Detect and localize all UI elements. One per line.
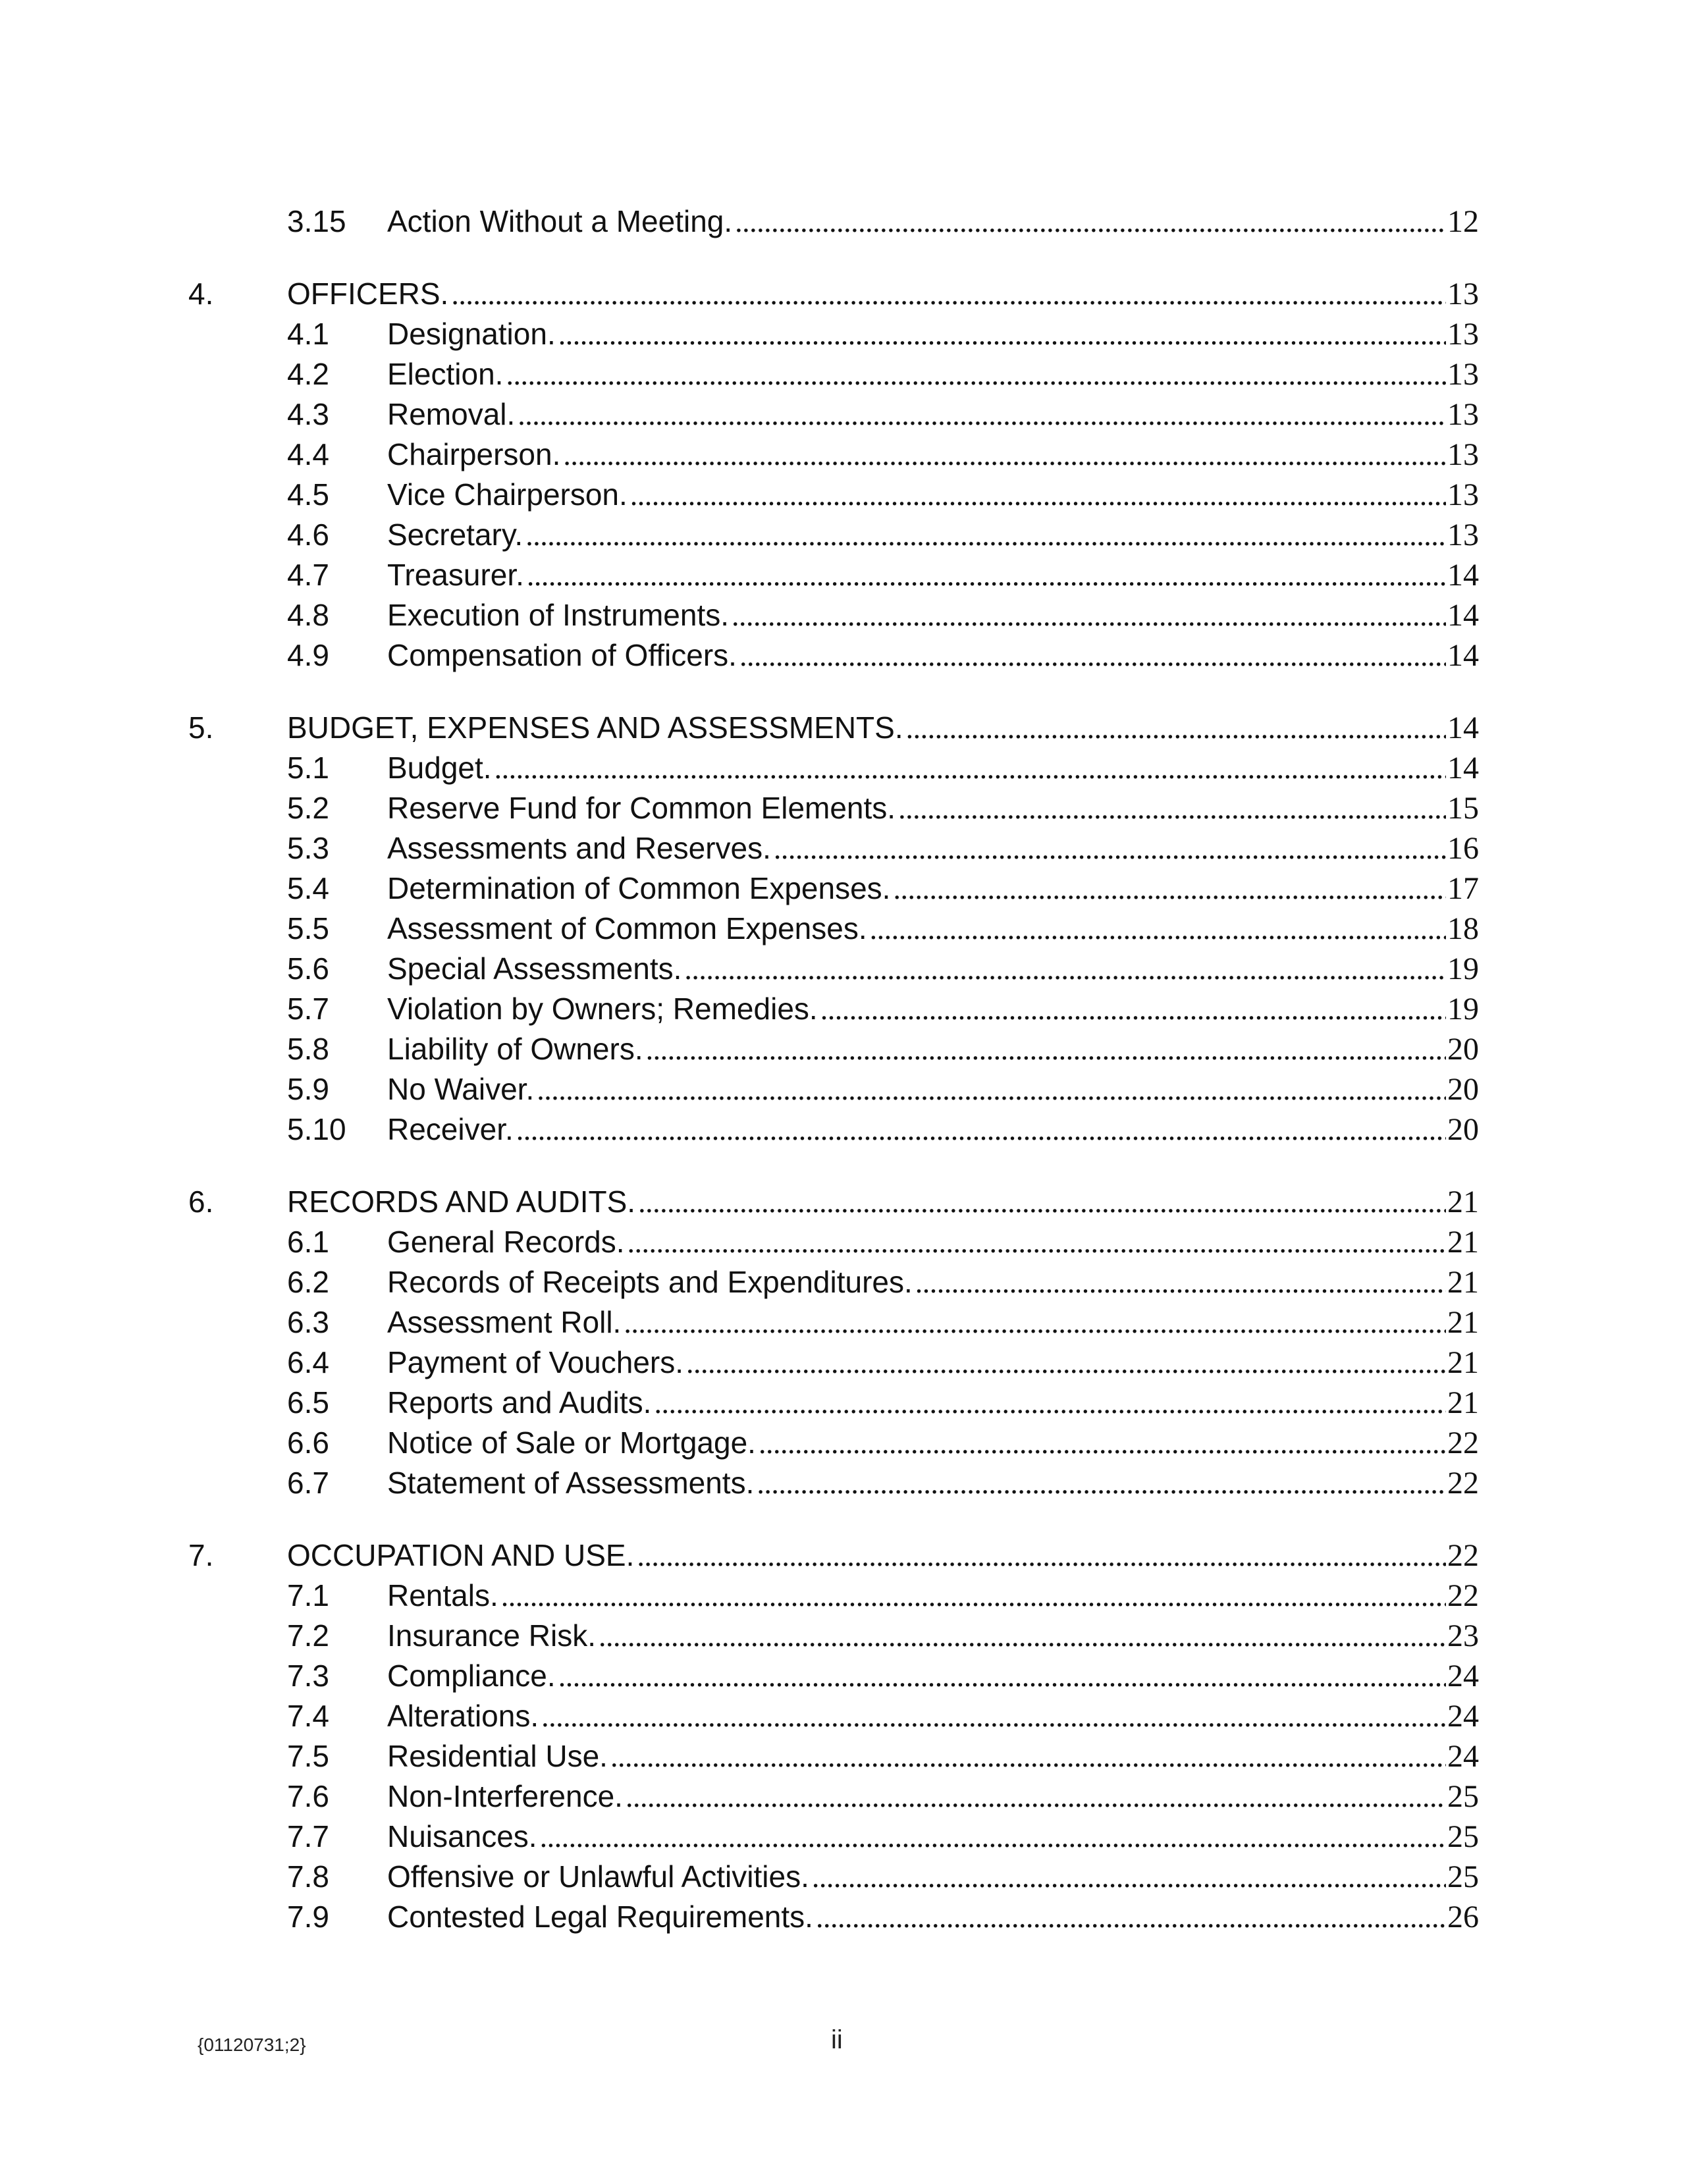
entry-title: Rentals.	[387, 1578, 498, 1612]
dot-leader	[915, 1262, 1446, 1302]
dot-leader	[599, 1616, 1446, 1656]
entry-title: Secretary.	[387, 518, 523, 552]
toc-entry[interactable]	[188, 1109, 1479, 1150]
entry-number: 4.1	[287, 317, 329, 351]
toc-entry[interactable]	[188, 314, 1479, 354]
toc-entry[interactable]	[188, 1576, 1479, 1616]
entry-title: Records of Receipts and Expenditures.	[387, 1265, 913, 1299]
entry-number: 6.5	[287, 1385, 329, 1420]
entry-number: 7.5	[287, 1739, 329, 1773]
dot-leader	[870, 909, 1446, 949]
toc-entry[interactable]	[188, 595, 1479, 635]
toc-entry[interactable]	[188, 828, 1479, 868]
dot-leader	[820, 989, 1446, 1029]
toc-entry[interactable]	[188, 1696, 1479, 1736]
dot-leader	[739, 635, 1446, 676]
dot-leader	[732, 595, 1446, 635]
entry-page: 14	[1447, 638, 1479, 673]
toc-entry[interactable]	[188, 1262, 1479, 1302]
entry-number: 6.3	[287, 1305, 329, 1339]
entry-title: Residential Use.	[387, 1739, 608, 1773]
entry-title: Compensation of Officers.	[387, 638, 737, 672]
section-title: OCCUPATION AND USE.	[287, 1538, 635, 1572]
section-title: RECORDS AND AUDITS.	[287, 1185, 636, 1219]
entry-title: Execution of Instruments.	[387, 598, 730, 632]
entry-page: 20	[1447, 1072, 1479, 1107]
toc-entry[interactable]	[188, 1616, 1479, 1656]
dot-leader	[624, 1302, 1446, 1343]
entry-number: 4.8	[287, 598, 329, 632]
toc-entry[interactable]	[188, 1897, 1479, 1937]
entry-number: 6.1	[287, 1225, 329, 1259]
entry-number: 4.3	[287, 397, 329, 431]
entry-page: 24	[1447, 1659, 1479, 1693]
entry-number: 6.2	[287, 1265, 329, 1299]
entry-page: 21	[1447, 1265, 1479, 1300]
dot-leader	[527, 555, 1446, 595]
entry-title: Violation by Owners; Remedies.	[387, 992, 818, 1026]
toc-entry-3-15[interactable]	[188, 201, 1479, 242]
entry-page: 20	[1447, 1032, 1479, 1067]
section-number: 6.	[188, 1185, 214, 1219]
dot-leader	[610, 1736, 1446, 1776]
entry-page: 12	[1447, 204, 1479, 239]
dot-leader	[558, 1656, 1446, 1696]
dot-leader	[540, 1817, 1446, 1857]
entry-title: Alterations.	[387, 1699, 539, 1733]
entry-number: 5.9	[287, 1072, 329, 1106]
table-of-contents	[188, 201, 1479, 1937]
entry-title: Chairperson.	[387, 437, 561, 471]
entry-page: 13	[1447, 317, 1479, 352]
dot-leader	[501, 1576, 1446, 1616]
entry-title: Reports and Audits.	[387, 1385, 652, 1420]
entry-title: Assessment Roll.	[387, 1305, 622, 1339]
dot-leader	[558, 314, 1446, 354]
entry-number: 6.4	[287, 1345, 329, 1379]
toc-entry[interactable]	[188, 949, 1479, 989]
entry-title: Statement of Assessments.	[387, 1466, 755, 1500]
entry-page: 24	[1447, 1739, 1479, 1774]
entry-page: 21	[1447, 1345, 1479, 1380]
entry-number: 5.8	[287, 1032, 329, 1066]
entry-title: Receiver.	[387, 1112, 514, 1146]
toc-section-5[interactable]	[188, 708, 1479, 748]
entry-title: Vice Chairperson.	[387, 477, 628, 512]
dot-leader	[626, 1776, 1446, 1817]
entry-number: 3.15	[287, 204, 346, 238]
entry-title: Offensive or Unlawful Activities.	[387, 1859, 809, 1894]
entry-number: 5.2	[287, 791, 329, 825]
entry-number: 4.4	[287, 437, 329, 471]
dot-leader	[637, 1535, 1446, 1576]
entry-number: 4.2	[287, 357, 329, 391]
entry-title: Payment of Vouchers.	[387, 1345, 684, 1379]
entry-title: Election.	[387, 357, 504, 391]
entry-number: 5.3	[287, 831, 329, 865]
toc-entry[interactable]	[188, 475, 1479, 515]
toc-entry[interactable]	[188, 989, 1479, 1029]
entry-page: 20	[1447, 1112, 1479, 1147]
dot-leader	[757, 1463, 1446, 1503]
dot-leader	[686, 1343, 1446, 1383]
entry-title: Budget.	[387, 751, 492, 785]
entry-page: 13	[1447, 437, 1479, 472]
dot-leader	[628, 1222, 1447, 1262]
entry-title: Removal.	[387, 397, 516, 431]
entry-title: Insurance Risk.	[387, 1618, 597, 1653]
toc-entry[interactable]	[188, 555, 1479, 595]
entry-title: Assessments and Reserves.	[387, 831, 771, 865]
document-id: {01120731;2}	[198, 2035, 306, 2055]
entry-page: 17	[1447, 871, 1479, 906]
entry-number: 7.2	[287, 1618, 329, 1653]
toc-section-6[interactable]	[188, 1182, 1479, 1222]
entry-page: 25	[1447, 1819, 1479, 1854]
toc-entry[interactable]	[188, 1069, 1479, 1109]
entry-title: Notice of Sale or Mortgage.	[387, 1425, 756, 1460]
entry-page: 13	[1447, 357, 1479, 392]
toc-entry[interactable]	[188, 1029, 1479, 1069]
toc-entry[interactable]	[188, 354, 1479, 394]
entry-page: 14	[1447, 751, 1479, 786]
entry-number: 7.1	[287, 1578, 329, 1612]
dot-leader	[812, 1857, 1446, 1897]
entry-page: 13	[1447, 477, 1479, 512]
entry-page: 23	[1447, 1618, 1479, 1653]
entry-page: 13	[1447, 518, 1479, 552]
dot-leader	[525, 515, 1446, 555]
entry-title: Nuisances.	[387, 1819, 537, 1853]
entry-number: 5.6	[287, 951, 329, 986]
dot-leader	[638, 1182, 1446, 1222]
toc-entry[interactable]	[188, 435, 1479, 475]
dot-leader	[518, 394, 1446, 435]
entry-page: 14	[1447, 558, 1479, 593]
toc-entry[interactable]	[188, 788, 1479, 828]
entry-number: 4.7	[287, 558, 329, 592]
entry-page: 14	[1447, 598, 1479, 633]
entry-title: General Records.	[387, 1225, 625, 1259]
dot-leader	[563, 435, 1446, 475]
entry-title: Liability of Owners.	[387, 1032, 643, 1066]
entry-number: 6.7	[287, 1466, 329, 1500]
entry-title: Non-Interference.	[387, 1779, 623, 1813]
entry-number: 6.6	[287, 1425, 329, 1460]
toc-section-4[interactable]	[188, 274, 1479, 314]
toc-entry[interactable]	[188, 394, 1479, 435]
dot-leader	[541, 1696, 1446, 1736]
entry-title: Determination of Common Expenses.	[387, 871, 891, 905]
entry-title: Special Assessments.	[387, 951, 682, 986]
toc-entry[interactable]	[188, 1776, 1479, 1817]
dot-leader	[684, 949, 1446, 989]
entry-page: 15	[1447, 791, 1479, 826]
dot-leader	[495, 748, 1446, 788]
entry-page: 22	[1447, 1578, 1479, 1613]
entry-title: Treasurer.	[387, 558, 524, 592]
entry-number: 5.10	[287, 1112, 346, 1146]
entry-title: Action Without a Meeting.	[387, 204, 733, 238]
dot-leader	[906, 708, 1446, 748]
entry-number: 7.6	[287, 1779, 329, 1813]
section-number: 5.	[188, 710, 214, 745]
entry-number: 7.9	[287, 1900, 329, 1934]
toc-entry[interactable]	[188, 1857, 1479, 1897]
entry-page: 21	[1447, 1305, 1479, 1340]
entry-page: 25	[1447, 1779, 1479, 1814]
entry-number: 7.3	[287, 1659, 329, 1693]
entry-page: 21	[1447, 1385, 1479, 1420]
dot-leader	[893, 868, 1446, 909]
entry-page: 21	[1447, 1225, 1479, 1260]
toc-section-7[interactable]	[188, 1535, 1479, 1576]
entry-page: 16	[1447, 831, 1479, 866]
dot-leader	[646, 1029, 1446, 1069]
entry-title: Contested Legal Requirements.	[387, 1900, 813, 1934]
entry-title: Reserve Fund for Common Elements.	[387, 791, 896, 825]
toc-entry[interactable]	[188, 1736, 1479, 1776]
section-page: 21	[1447, 1185, 1479, 1219]
toc-entry[interactable]	[188, 868, 1479, 909]
entry-title: Designation.	[387, 317, 556, 351]
toc-entry[interactable]	[188, 748, 1479, 788]
entry-number: 5.7	[287, 992, 329, 1026]
dot-leader	[735, 201, 1446, 242]
section-number: 4.	[188, 277, 214, 311]
dot-leader	[537, 1069, 1446, 1109]
toc-entry[interactable]	[188, 1463, 1479, 1503]
entry-number: 7.7	[287, 1819, 329, 1853]
entry-page: 22	[1447, 1466, 1479, 1501]
toc-entry[interactable]	[188, 635, 1479, 676]
toc-entry[interactable]	[188, 1423, 1479, 1463]
entry-number: 4.6	[287, 518, 329, 552]
toc-entry[interactable]	[188, 909, 1479, 949]
dot-leader	[630, 475, 1446, 515]
dot-leader	[516, 1109, 1446, 1150]
entry-title: Compliance.	[387, 1659, 556, 1693]
section-number: 7.	[188, 1538, 214, 1572]
toc-entry[interactable]	[188, 1302, 1479, 1343]
entry-number: 5.4	[287, 871, 329, 905]
entry-number: 7.8	[287, 1859, 329, 1894]
toc-entry[interactable]	[188, 1222, 1479, 1262]
section-page: 22	[1447, 1538, 1479, 1573]
entry-number: 4.5	[287, 477, 329, 512]
entry-number: 5.5	[287, 911, 329, 946]
entry-page: 25	[1447, 1859, 1479, 1894]
toc-entry[interactable]	[188, 515, 1479, 555]
section-title: BUDGET, EXPENSES AND ASSESSMENTS.	[287, 710, 903, 745]
dot-leader	[654, 1383, 1446, 1423]
entry-page: 18	[1447, 911, 1479, 946]
dot-leader	[774, 828, 1446, 868]
entry-number: 4.9	[287, 638, 329, 672]
entry-page: 19	[1447, 992, 1479, 1026]
toc-entry[interactable]	[188, 1656, 1479, 1696]
toc-entry[interactable]	[188, 1383, 1479, 1423]
dot-leader	[506, 354, 1446, 394]
dot-leader	[451, 274, 1446, 314]
entry-number: 7.4	[287, 1699, 329, 1733]
toc-entry[interactable]	[188, 1343, 1479, 1383]
toc-entry[interactable]	[188, 1817, 1479, 1857]
entry-title: No Waiver.	[387, 1072, 535, 1106]
entry-title: Assessment of Common Expenses.	[387, 911, 867, 946]
section-title: OFFICERS.	[287, 277, 449, 311]
entry-number: 5.1	[287, 751, 329, 785]
dot-leader	[759, 1423, 1446, 1463]
entry-page: 24	[1447, 1699, 1479, 1734]
dot-leader	[816, 1897, 1446, 1937]
page-number: ii	[831, 2025, 843, 2054]
entry-page: 13	[1447, 397, 1479, 432]
section-page: 13	[1447, 277, 1479, 311]
dot-leader	[898, 788, 1446, 828]
entry-page: 19	[1447, 951, 1479, 986]
entry-page: 26	[1447, 1900, 1479, 1934]
section-page: 14	[1447, 710, 1479, 745]
entry-page: 22	[1447, 1425, 1479, 1460]
